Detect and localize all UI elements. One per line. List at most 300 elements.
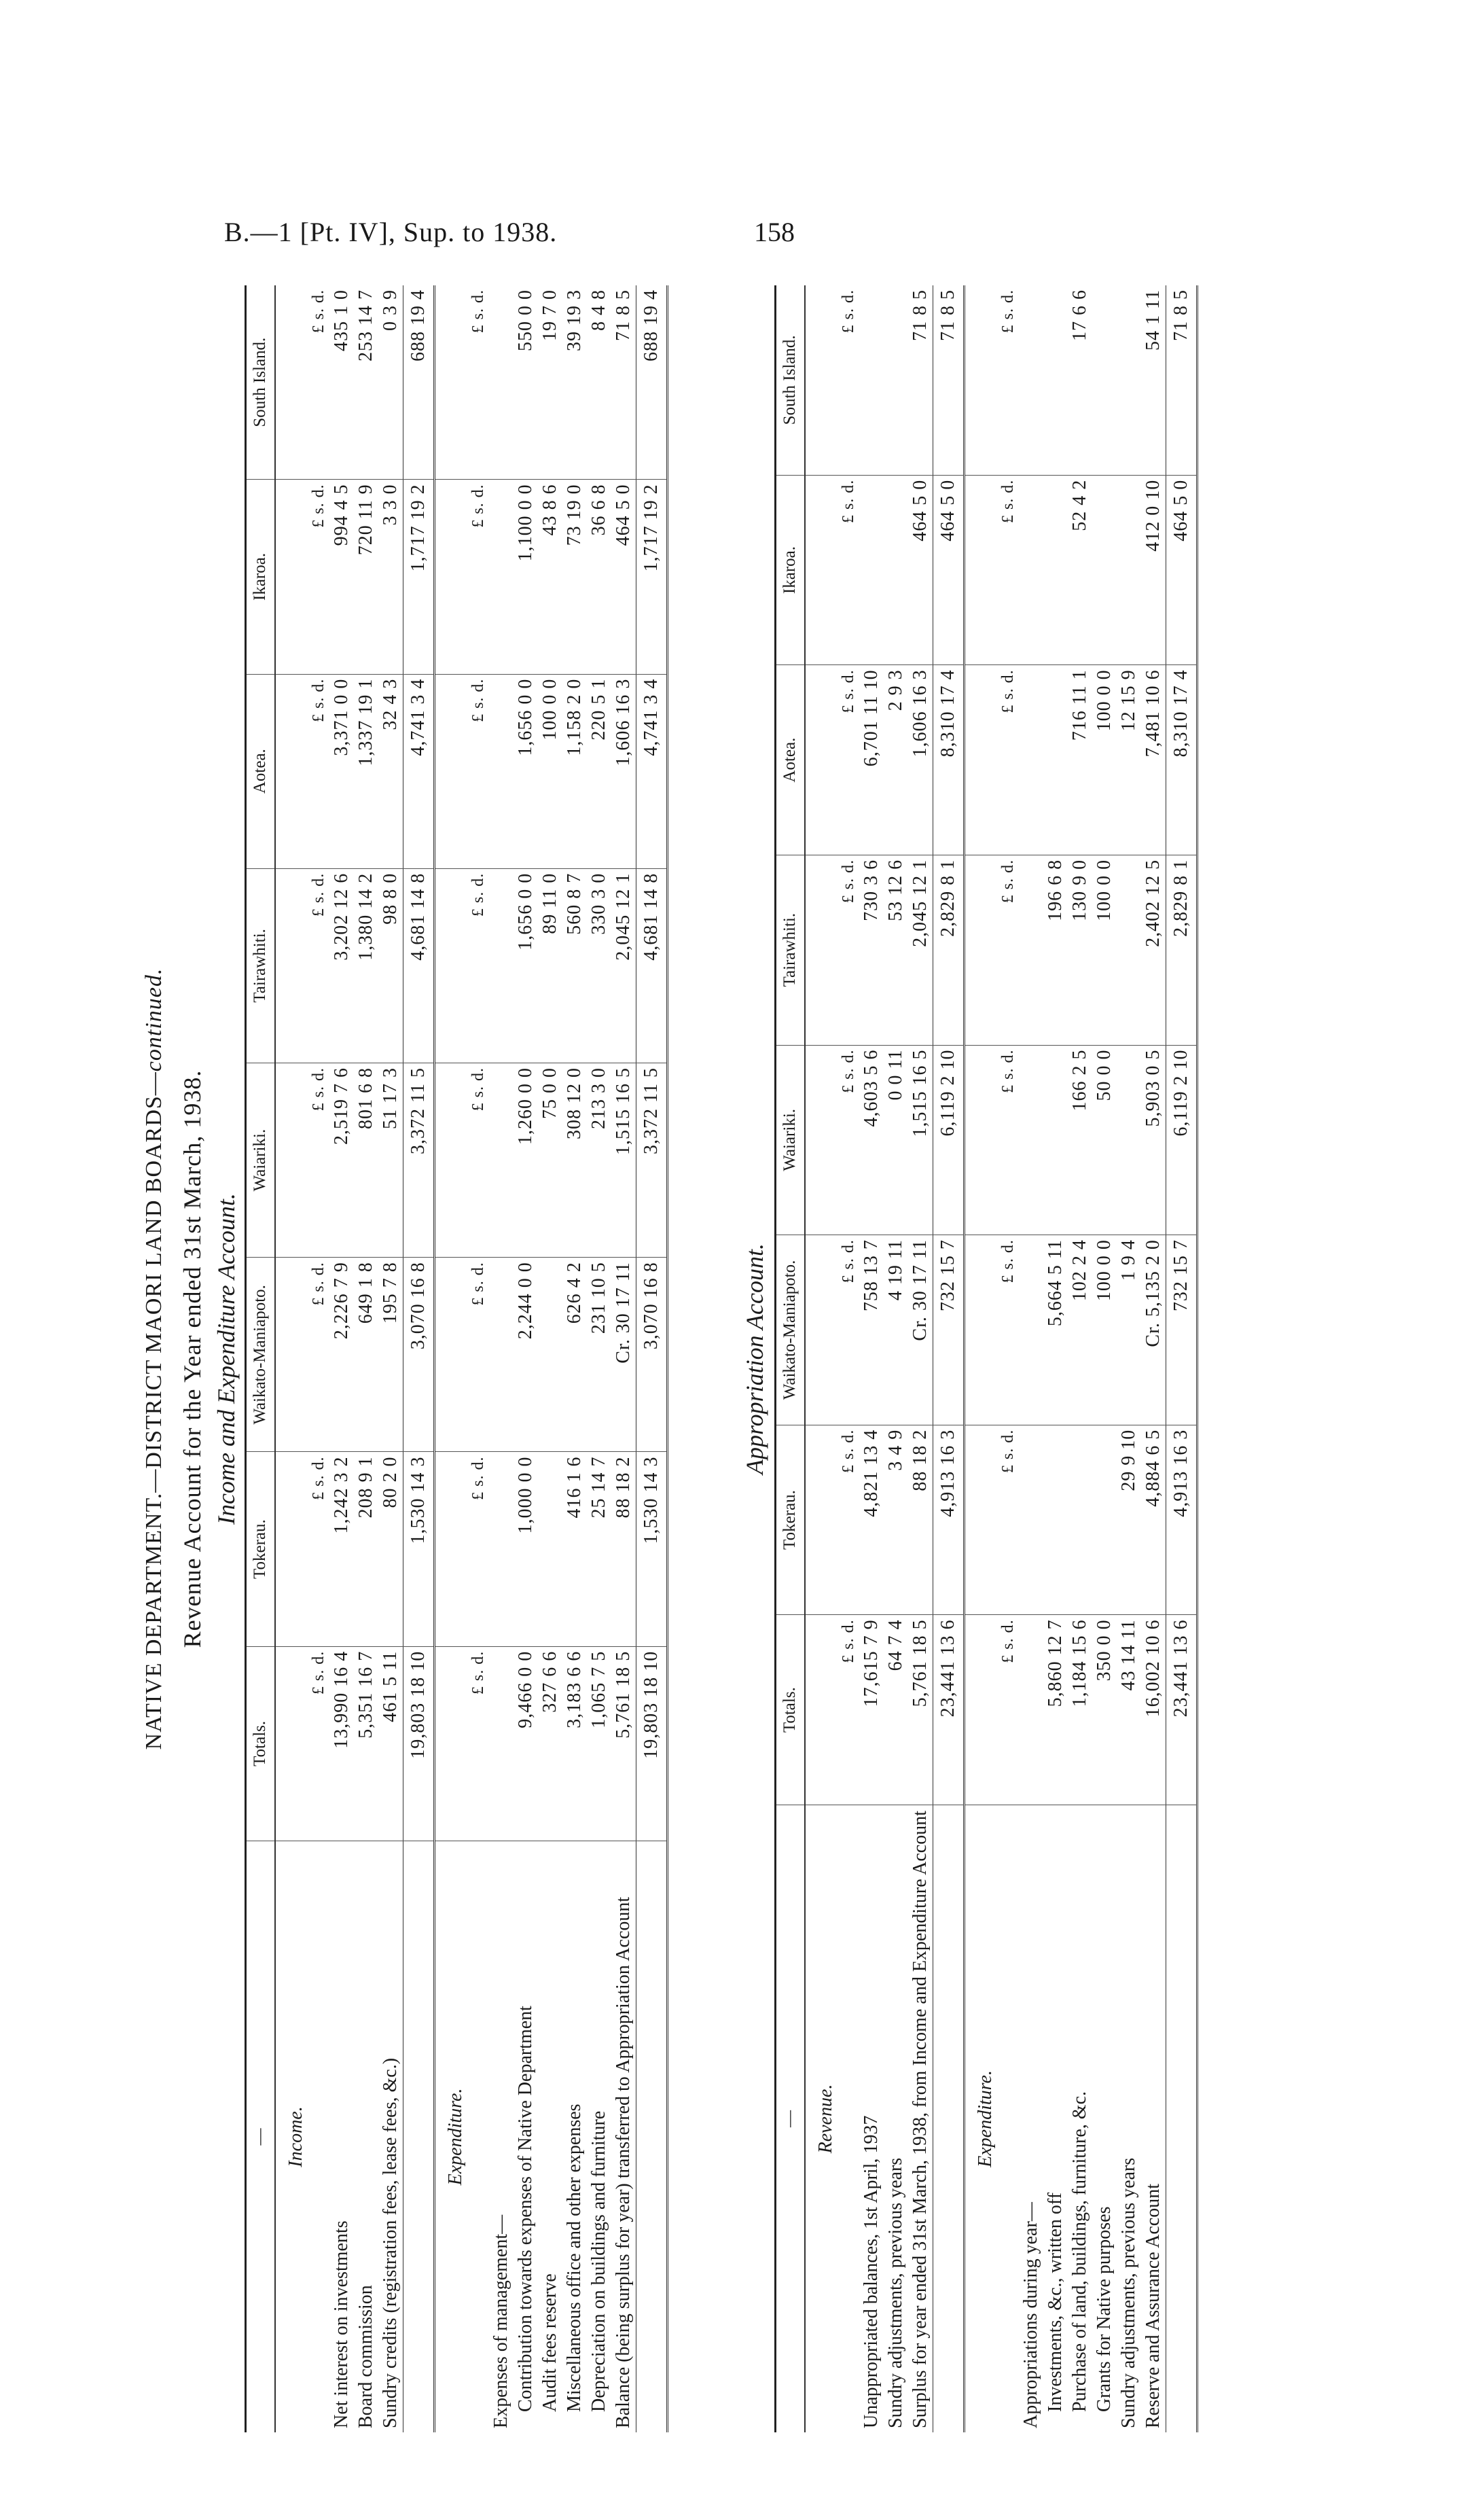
units-row-cell: £ s. d. xyxy=(468,1258,489,1452)
revenue-row-cell: 5,761 18 5 xyxy=(908,1615,933,1805)
appropriation-expenditure-row-cell: 54 1 11 xyxy=(1141,285,1166,475)
expenditure-row-cell: 71 8 5 xyxy=(611,285,636,480)
units-row-cell: £ s. d. xyxy=(998,1425,1019,1615)
units-row xyxy=(308,285,329,2432)
expenditure-row-cell: 626 4 2 xyxy=(562,1258,587,1452)
revenue-row-cell xyxy=(884,285,908,475)
revenue-total-row-cell: 4,913 16 3 xyxy=(933,1425,964,1615)
income-row-cell: 98 8 0 xyxy=(378,868,403,1063)
expenditure-row-cell xyxy=(538,1452,562,1646)
empty-cell xyxy=(805,285,838,475)
column-header: Waiariki. xyxy=(776,1045,805,1235)
revenue-row-cell: 17,615 7 9 xyxy=(859,1615,884,1805)
revenue-row-cell: 53 12 6 xyxy=(884,855,908,1045)
appropriation-total-row-cell: 4,913 16 3 xyxy=(1166,1425,1197,1615)
revenue-total-row-cell: 23,441 13 6 xyxy=(933,1615,964,1805)
units-row-cell: £ s. d. xyxy=(838,1615,859,1805)
appropriation-expenditure-row-cell: 166 2 5 xyxy=(1068,1045,1092,1235)
expenditure-row xyxy=(587,285,611,2432)
revenue-row-cell: 2,045 12 1 xyxy=(908,855,933,1045)
appropriation-expenditure-row xyxy=(1117,285,1141,2432)
revenue-row-cell: 4 19 11 xyxy=(884,1235,908,1425)
appropriation-expenditure-row-cell: 196 6 8 xyxy=(1043,855,1068,1045)
units-row-cell: £ s. d. xyxy=(998,1235,1019,1425)
income-row-label: Board commission xyxy=(355,2285,376,2428)
income-row-cell: 5,351 16 7 xyxy=(354,1646,378,1841)
income-total-row-cell: 3,070 16 8 xyxy=(403,1258,434,1452)
appropriation-expenditure-row-cell: 16,002 10 6 xyxy=(1141,1615,1166,1805)
expenditure-row xyxy=(514,285,538,2432)
income-row-cell: 208 9 1 xyxy=(354,1452,378,1646)
revenue-total-row-cell: 2,829 8 1 xyxy=(933,855,964,1045)
column-header: Tokerau. xyxy=(246,1452,275,1646)
revenue-row-cell: 1,606 16 3 xyxy=(908,665,933,855)
document-title: NATIVE DEPARTMENT.—DISTRICT MAORI LAND BOARDS—continued. xyxy=(141,968,166,1750)
empty-cell xyxy=(489,285,514,480)
units-row-cell: £ s. d. xyxy=(998,665,1019,855)
units-row-cell: £ s. d. xyxy=(998,1045,1019,1235)
income-total-row xyxy=(403,285,434,2432)
appropriation-expenditure-heading xyxy=(964,285,998,2432)
empty-cell xyxy=(964,1615,998,1805)
expenditure-heading xyxy=(434,285,468,2432)
appropriation-total-row-cell: 464 5 0 xyxy=(1166,475,1197,665)
column-header: Waikato-Maniapoto. xyxy=(776,1235,805,1425)
expenditure-row-cell: 8 4 8 xyxy=(587,285,611,480)
revenue-total-row-cell: 732 15 7 xyxy=(933,1235,964,1425)
empty-cell xyxy=(964,475,998,665)
units-row-cell: £ s. d. xyxy=(838,665,859,855)
revenue-row-cell: 4,821 13 4 xyxy=(859,1425,884,1615)
expenditure-row-label: Audit fees reserve xyxy=(539,2273,560,2412)
empty-cell xyxy=(1019,1045,1043,1235)
revenue-row-label: Sundry adjustments, previous years xyxy=(884,2157,906,2428)
appropriation-total-row-cell: 23,441 13 6 xyxy=(1166,1615,1197,1805)
revenue-row xyxy=(908,285,933,2432)
revenue-total-row-label xyxy=(933,1805,964,2432)
units-row-cell: £ s. d. xyxy=(838,1235,859,1425)
revenue-row-cell: 64 7 4 xyxy=(884,1615,908,1805)
income-total-row-label xyxy=(403,1841,434,2432)
expenditure-row-cell: 88 18 2 xyxy=(611,1452,636,1646)
revenue-total-row xyxy=(933,285,964,2432)
appropriation-expenditure-row-label: Reserve and Assurance Account xyxy=(1142,2184,1164,2428)
expenditure-total-row-cell: 3,372 11 5 xyxy=(636,1063,667,1258)
column-header: Ikaroa. xyxy=(246,480,275,674)
appropriation-expenditure-row-cell: 7,481 10 6 xyxy=(1141,665,1166,855)
expenditure-row-cell: 330 3 0 xyxy=(587,868,611,1063)
appropriation-expenditure-row-cell xyxy=(1043,475,1068,665)
expenditure-row xyxy=(562,285,587,2432)
column-header: Aotea. xyxy=(246,674,275,868)
appropriation-expenditure-row xyxy=(1092,285,1117,2432)
appropriation-expenditure-row-cell xyxy=(1068,1425,1092,1615)
appropriation-expenditure-row-cell: 130 9 0 xyxy=(1068,855,1092,1045)
income-row-cell: 435 1 0 xyxy=(329,285,354,480)
units-row-cell: £ s. d. xyxy=(998,285,1019,475)
units-row-cell: £ s. d. xyxy=(468,1063,489,1258)
units-row xyxy=(838,285,859,2432)
income-total-row-cell: 4,741 3 4 xyxy=(403,674,434,868)
units-row-cell: £ s. d. xyxy=(468,480,489,674)
empty-cell xyxy=(1019,665,1043,855)
units-row-cell: £ s. d. xyxy=(838,1425,859,1615)
empty-cell xyxy=(805,855,838,1045)
income-heading xyxy=(275,285,308,2432)
empty-cell xyxy=(489,1063,514,1258)
running-header xyxy=(0,216,1476,257)
column-header: Tairawhiti. xyxy=(246,868,275,1063)
income-row-cell: 0 3 9 xyxy=(378,285,403,480)
empty-cell xyxy=(434,480,468,674)
empty-cell xyxy=(964,1235,998,1425)
empty-cell xyxy=(275,1063,308,1258)
income-total-row-cell: 4,681 14 8 xyxy=(403,868,434,1063)
empty-cell xyxy=(275,480,308,674)
appropriation-expenditure-row-cell xyxy=(1117,1045,1141,1235)
appropriation-expenditure-row-label: Purchase of land, buildings, furniture, &c. xyxy=(1068,2091,1090,2412)
appropriation-expenditure-row-cell: 100 0 0 xyxy=(1092,855,1117,1045)
document-subtitle: Revenue Account for the Year ended 31st March, 1938. xyxy=(179,1069,206,1648)
expenditure-row-cell xyxy=(538,1258,562,1452)
expenditure-total-row-cell: 1,717 19 2 xyxy=(636,480,667,674)
expenditure-row-cell: 3,183 6 6 xyxy=(562,1646,587,1841)
appropriation-total-row-cell: 71 8 5 xyxy=(1166,285,1197,475)
empty-cell xyxy=(275,1452,308,1646)
appropriation-expenditure-row-cell: 102 2 4 xyxy=(1068,1235,1092,1425)
empty-cell xyxy=(489,1646,514,1841)
revenue-row-cell: 1,515 16 5 xyxy=(908,1045,933,1235)
appropriation-expenditure-row-cell xyxy=(1043,285,1068,475)
empty-cell xyxy=(1019,855,1043,1045)
column-header: Totals. xyxy=(246,1646,275,1841)
units-row-cell: £ s. d. xyxy=(468,674,489,868)
units-row xyxy=(468,285,489,2432)
expenditure-row-cell: 1,158 2 0 xyxy=(562,674,587,868)
units-row-cell: £ s. d. xyxy=(308,674,329,868)
expenditure-row-cell: 25 14 7 xyxy=(587,1452,611,1646)
expenditure-row-cell: 308 12 0 xyxy=(562,1063,587,1258)
revenue-heading-text: Revenue. xyxy=(814,2084,836,2154)
revenue-total-row-cell: 6,119 2 10 xyxy=(933,1045,964,1235)
empty-cell xyxy=(805,1615,838,1805)
expenditure-row-cell: Cr. 30 17 11 xyxy=(611,1258,636,1452)
appropriation-intro xyxy=(1019,285,1043,2432)
expenditure-row-label: Depreciation on buildings and furniture xyxy=(588,2110,609,2412)
expenditure-row-cell: 1,656 0 0 xyxy=(514,674,538,868)
income-total-row-cell: 1,530 14 3 xyxy=(403,1452,434,1646)
units-row-cell: £ s. d. xyxy=(468,868,489,1063)
empty-cell xyxy=(275,1646,308,1841)
expenditure-row-cell: 327 6 6 xyxy=(538,1646,562,1841)
expenditure-row xyxy=(538,285,562,2432)
expenditure-row-cell: 550 0 0 xyxy=(514,285,538,480)
appropriation-expenditure-row-cell: 17 6 6 xyxy=(1068,285,1092,475)
income-row-cell: 2,519 7 6 xyxy=(329,1063,354,1258)
column-header: South Island. xyxy=(246,285,275,480)
appropriation-expenditure-row-cell: 4,884 6 5 xyxy=(1141,1425,1166,1615)
empty-cell xyxy=(805,1235,838,1425)
revenue-row-cell: 0 0 11 xyxy=(884,1045,908,1235)
appropriation-expenditure-row-cell: 1 9 4 xyxy=(1117,1235,1141,1425)
expenditure-intro-text: Expenses of management— xyxy=(490,2214,511,2428)
column-header: Aotea. xyxy=(776,665,805,855)
units-row-cell: £ s. d. xyxy=(468,1646,489,1841)
income-row-cell: 3 3 0 xyxy=(378,480,403,674)
income-row-cell: 2,226 7 9 xyxy=(329,1258,354,1452)
label-column-header: — xyxy=(776,1805,805,2432)
units-row xyxy=(998,285,1019,2432)
appropriation-expenditure-row-cell: 12 15 9 xyxy=(1117,665,1141,855)
expenditure-row-cell: 1,260 0 0 xyxy=(514,1063,538,1258)
revenue-row-cell: 464 5 0 xyxy=(908,475,933,665)
appropriation-expenditure-row-cell xyxy=(1117,855,1141,1045)
income-row xyxy=(354,285,378,2432)
empty-cell xyxy=(1019,1615,1043,1805)
appropriation-expenditure-row-label: Sundry adjustments, previous years xyxy=(1117,2157,1139,2428)
empty-cell xyxy=(964,1425,998,1615)
appropriation-expenditure-row-label: Grants for Native purposes xyxy=(1093,2206,1115,2412)
appropriation-total-row xyxy=(1166,285,1197,2432)
income-row-label: Sundry credits (registration fees, lease fees, &c.) xyxy=(379,2057,401,2428)
appropriation-expenditure-row-cell: 52 4 2 xyxy=(1068,475,1092,665)
empty-cell xyxy=(489,480,514,674)
empty-cell xyxy=(434,1063,468,1258)
expenditure-row-cell: 231 10 5 xyxy=(587,1258,611,1452)
revenue-row-cell: 6,701 11 10 xyxy=(859,665,884,855)
units-row-label xyxy=(308,1841,329,2432)
appropriation-expenditure-row-cell: 5,664 5 11 xyxy=(1043,1235,1068,1425)
expenditure-total-row xyxy=(636,285,667,2432)
revenue-heading xyxy=(805,285,838,2432)
units-row-cell: £ s. d. xyxy=(838,855,859,1045)
appropriation-expenditure-row-cell xyxy=(1092,475,1117,665)
income-total-row-cell: 3,372 11 5 xyxy=(403,1063,434,1258)
expenditure-total-row-cell: 19,803 18 10 xyxy=(636,1646,667,1841)
expenditure-row-label: Miscellaneous office and other expenses xyxy=(563,2104,585,2412)
empty-cell xyxy=(434,1646,468,1841)
appropriation-total-row-cell: 8,310 17 4 xyxy=(1166,665,1197,855)
revenue-row-cell xyxy=(859,475,884,665)
income-row-label: Net interest on investments xyxy=(330,2220,352,2428)
empty-cell xyxy=(434,1452,468,1646)
units-row-cell: £ s. d. xyxy=(998,855,1019,1045)
expenditure-row-label: Balance (being surplus for year) transferred to Appropriation Account xyxy=(612,1896,634,2428)
expenditure-total-row-cell: 3,070 16 8 xyxy=(636,1258,667,1452)
expenditure-total-row-label xyxy=(636,1841,667,2432)
expenditure-row-cell: 9,466 0 0 xyxy=(514,1646,538,1841)
expenditure-total-row-cell: 4,741 3 4 xyxy=(636,674,667,868)
revenue-row xyxy=(859,285,884,2432)
expenditure-row-cell: 1,000 0 0 xyxy=(514,1452,538,1646)
revenue-row-cell: 71 8 5 xyxy=(908,285,933,475)
units-row-cell: £ s. d. xyxy=(468,1452,489,1646)
appropriation-expenditure-row-cell: 1,184 15 6 xyxy=(1068,1615,1092,1805)
revenue-total-row-cell: 464 5 0 xyxy=(933,475,964,665)
appropriation-expenditure-row-cell: 2,402 12 5 xyxy=(1141,855,1166,1045)
units-row-cell: £ s. d. xyxy=(308,1646,329,1841)
empty-cell xyxy=(275,868,308,1063)
expenditure-row-cell: 416 1 6 xyxy=(562,1452,587,1646)
appropriation-expenditure-row xyxy=(1043,285,1068,2432)
revenue-row-cell: 730 3 6 xyxy=(859,855,884,1045)
expenditure-row-label: Contribution towards expenses of Native Department xyxy=(514,2006,536,2412)
empty-cell xyxy=(964,665,998,855)
units-row-label xyxy=(468,1841,489,2432)
appropriation-expenditure-row-cell: 412 0 10 xyxy=(1141,475,1166,665)
units-row-cell: £ s. d. xyxy=(308,480,329,674)
empty-cell xyxy=(489,674,514,868)
expenditure-row-cell: 36 6 8 xyxy=(587,480,611,674)
appropriation-expenditure-row-cell: 100 0 0 xyxy=(1092,1235,1117,1425)
appropriation-expenditure-row-cell: 716 11 1 xyxy=(1068,665,1092,855)
income-row xyxy=(329,285,354,2432)
column-header: Tokerau. xyxy=(776,1425,805,1615)
expenditure-row-cell: 100 0 0 xyxy=(538,674,562,868)
rotated-table-page xyxy=(136,258,1379,2460)
page-number: 158 xyxy=(754,217,795,247)
column-header: Totals. xyxy=(776,1615,805,1805)
appropriation-total-row-cell: 2,829 8 1 xyxy=(1166,855,1197,1045)
revenue-row-cell: 88 18 2 xyxy=(908,1425,933,1615)
income-row-cell: 80 2 0 xyxy=(378,1452,403,1646)
empty-cell xyxy=(1019,1235,1043,1425)
revenue-total-row-cell: 71 8 5 xyxy=(933,285,964,475)
revenue-total-row-cell: 8,310 17 4 xyxy=(933,665,964,855)
appropriation-expenditure-row-cell xyxy=(1043,665,1068,855)
empty-cell xyxy=(805,1425,838,1615)
units-row-cell: £ s. d. xyxy=(308,868,329,1063)
column-header: Waiariki. xyxy=(246,1063,275,1258)
income-row xyxy=(378,285,403,2432)
income-row-cell: 51 17 3 xyxy=(378,1063,403,1258)
income-row-cell: 1,380 14 2 xyxy=(354,868,378,1063)
appropriation-expenditure-heading-text: Expenditure. xyxy=(974,2070,996,2167)
income-row-cell: 801 6 8 xyxy=(354,1063,378,1258)
appropriation-expenditure-row-cell xyxy=(1117,285,1141,475)
appropriation-expenditure-row-cell: 5,860 12 7 xyxy=(1043,1615,1068,1805)
expenditure-row-cell: 560 8 7 xyxy=(562,868,587,1063)
income-row-cell: 195 7 8 xyxy=(378,1258,403,1452)
empty-cell xyxy=(275,1258,308,1452)
expenditure-row-cell: 73 19 0 xyxy=(562,480,587,674)
empty-cell xyxy=(805,475,838,665)
expenditure-row-cell: 89 11 0 xyxy=(538,868,562,1063)
units-row-cell: £ s. d. xyxy=(998,475,1019,665)
income-row-cell: 3,202 12 6 xyxy=(329,868,354,1063)
appropriation-expenditure-row xyxy=(1068,285,1092,2432)
expenditure-intro xyxy=(489,285,514,2432)
appropriation-expenditure-row-cell: Cr. 5,135 2 0 xyxy=(1141,1235,1166,1425)
appropriation-expenditure-row-cell: 5,903 0 5 xyxy=(1141,1045,1166,1235)
income-heading-text: Income. xyxy=(285,2106,306,2167)
empty-cell xyxy=(434,868,468,1063)
appropriation-expenditure-row-cell: 100 0 0 xyxy=(1092,665,1117,855)
column-header: Waikato-Maniapoto. xyxy=(246,1258,275,1452)
appropriation-table xyxy=(774,285,1198,2432)
units-row-cell: £ s. d. xyxy=(308,1258,329,1452)
expenditure-total-row-cell: 4,681 14 8 xyxy=(636,868,667,1063)
units-row-cell: £ s. d. xyxy=(998,1615,1019,1805)
appropriation-total-row-cell: 6,119 2 10 xyxy=(1166,1045,1197,1235)
expenditure-total-row-cell: 688 19 4 xyxy=(636,285,667,480)
revenue-row-cell: 758 13 7 xyxy=(859,1235,884,1425)
empty-cell xyxy=(1019,475,1043,665)
column-header: South Island. xyxy=(776,285,805,475)
revenue-row-cell xyxy=(884,475,908,665)
expenditure-row-cell: 39 19 3 xyxy=(562,285,587,480)
empty-cell xyxy=(434,1258,468,1452)
empty-cell xyxy=(964,855,998,1045)
empty-cell xyxy=(805,1045,838,1235)
units-row-label xyxy=(998,1805,1019,2432)
revenue-row-label: Surplus for year ended 31st March, 1938, from Income and Expenditure Account xyxy=(909,1811,931,2428)
appropriation-expenditure-row-label: Investments, &c., written off xyxy=(1044,2193,1066,2412)
empty-cell xyxy=(489,1452,514,1646)
appropriation-expenditure-row xyxy=(1141,285,1166,2432)
income-row-cell: 253 14 7 xyxy=(354,285,378,480)
expenditure-row-cell: 19 7 0 xyxy=(538,285,562,480)
expenditure-row-cell: 1,100 0 0 xyxy=(514,480,538,674)
expenditure-row-cell: 464 5 0 xyxy=(611,480,636,674)
expenditure-heading-text: Expenditure. xyxy=(444,2088,466,2186)
income-expenditure-table xyxy=(245,285,668,2432)
expenditure-row-cell: 1,515 16 5 xyxy=(611,1063,636,1258)
revenue-row-cell: Cr. 30 17 11 xyxy=(908,1235,933,1425)
revenue-row-cell: 3 4 9 xyxy=(884,1425,908,1615)
empty-cell xyxy=(1019,1425,1043,1615)
units-row-label xyxy=(838,1805,859,2432)
expenditure-row-cell: 2,045 12 1 xyxy=(611,868,636,1063)
income-row-cell: 1,337 19 1 xyxy=(354,674,378,868)
expenditure-row-cell: 1,065 7 5 xyxy=(587,1646,611,1841)
expenditure-total-row-cell: 1,530 14 3 xyxy=(636,1452,667,1646)
revenue-row-cell: 2 9 3 xyxy=(884,665,908,855)
units-row-cell: £ s. d. xyxy=(308,285,329,480)
revenue-row xyxy=(884,285,908,2432)
units-row-cell: £ s. d. xyxy=(838,1045,859,1235)
revenue-row-label: Unappropriated balances, 1st April, 1937 xyxy=(860,2115,882,2428)
income-row-cell: 3,371 0 0 xyxy=(329,674,354,868)
expenditure-row-cell: 2,244 0 0 xyxy=(514,1258,538,1452)
empty-cell xyxy=(434,285,468,480)
expenditure-row-cell: 220 5 1 xyxy=(587,674,611,868)
expenditure-row-cell: 213 3 0 xyxy=(587,1063,611,1258)
appropriation-expenditure-row-cell xyxy=(1043,1425,1068,1615)
empty-cell xyxy=(489,1258,514,1452)
appropriation-expenditure-row-cell xyxy=(1043,1045,1068,1235)
income-total-row-cell: 1,717 19 2 xyxy=(403,480,434,674)
expenditure-row-cell: 5,761 18 5 xyxy=(611,1646,636,1841)
income-total-row-cell: 19,803 18 10 xyxy=(403,1646,434,1841)
empty-cell xyxy=(1019,285,1043,475)
income-total-row-cell: 688 19 4 xyxy=(403,285,434,480)
income-row-cell: 1,242 3 2 xyxy=(329,1452,354,1646)
appropriation-total-row-cell: 732 15 7 xyxy=(1166,1235,1197,1425)
revenue-row-cell: 4,603 5 6 xyxy=(859,1045,884,1235)
income-row-cell: 720 11 9 xyxy=(354,480,378,674)
appropriation-expenditure-row-cell: 43 14 11 xyxy=(1117,1615,1141,1805)
income-row-cell: 649 1 8 xyxy=(354,1258,378,1452)
empty-cell xyxy=(434,674,468,868)
units-row-cell: £ s. d. xyxy=(468,285,489,480)
expenditure-row-cell: 1,606 16 3 xyxy=(611,674,636,868)
appropriation-title: Appropriation Account. xyxy=(741,1243,768,1474)
empty-cell xyxy=(805,665,838,855)
document-reference: B.—1 [Pt. IV], Sup. to 1938. xyxy=(224,217,558,247)
income-row-cell: 994 4 5 xyxy=(329,480,354,674)
empty-cell xyxy=(489,868,514,1063)
